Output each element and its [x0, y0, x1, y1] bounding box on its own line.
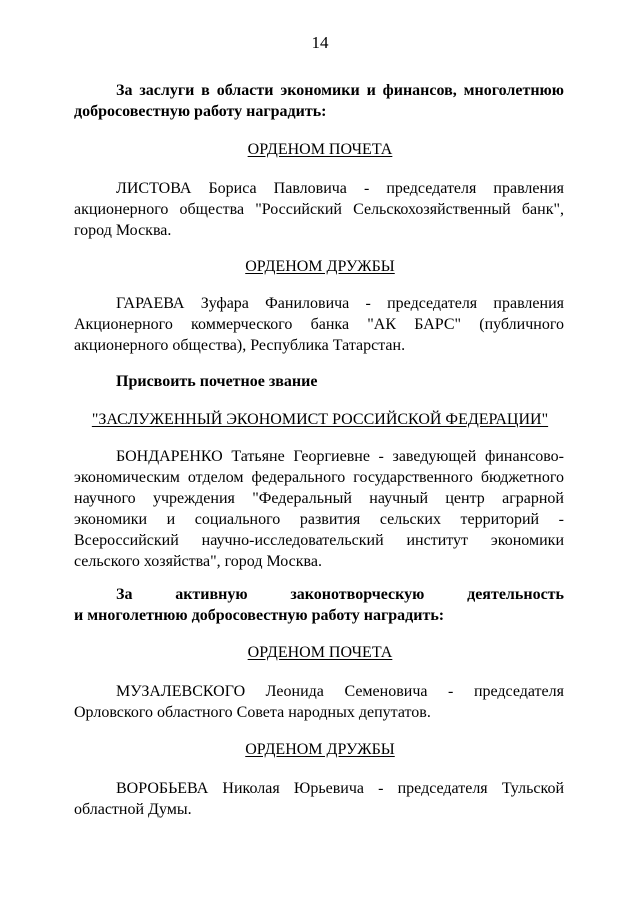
section3-order1-title: ОРДЕНОМ ПОЧЕТА [247, 644, 393, 661]
section1-order2-text: ГАРАЕВА Зуфара Фаниловича - председателя правления Акционерного коммерческого банка "АК БАРС" (публичного акционерного общества), Республика Татарстан. [74, 295, 564, 354]
section1-order1-heading [0, 139, 640, 160]
section1-order2-heading [0, 256, 640, 277]
section3-order2-heading [0, 739, 640, 760]
section2-text: БОНДАРЕНКО Татьяне Георгиевне - заведующей финансово-экономическим отделом федерального государственного бюджетного научного учреждения "Федеральный научный центр аграрной экономики и социального развития сельских территорий - Всероссийский научно-исследовательский институт экономики сельского хозяйства", город Москва. [74, 448, 564, 570]
section2-heading [0, 409, 640, 430]
section2-title: "ЗАСЛУЖЕННЫЙ ЭКОНОМИСТ РОССИЙСКОЙ ФЕДЕРАЦИИ" [91, 411, 549, 428]
section1-intro-line1: За заслуги в области экономики и финансов, многолетнюю [116, 82, 564, 99]
section1-intro-line2: добросовестную работу наградить: [74, 103, 327, 120]
section1-order1-text: ЛИСТОВА Бориса Павловича - председателя правления акционерного общества "Российский Сельскохозяйственный банк", город Москва. [74, 180, 564, 239]
section3-order1-text: МУЗАЛЕВСКОГО Леонида Семеновича - председателя Орловского областного Совета народных депутатов. [74, 683, 564, 721]
section3-intro-line2: и многолетнюю добросовестную работу наградить: [74, 607, 445, 624]
section3-order2-title: ОРДЕНОМ ДРУЖБЫ [245, 741, 395, 758]
section1-intro [74, 80, 564, 122]
section1-order1-title: ОРДЕНОМ ПОЧЕТА [247, 141, 393, 158]
section2-intro: Присвоить почетное звание [116, 373, 318, 390]
page-number: 14 [311, 33, 329, 52]
section3-order1-heading [0, 642, 640, 663]
section1-order2-title: ОРДЕНОМ ДРУЖБЫ [245, 258, 395, 275]
section3-intro [74, 584, 564, 626]
section3-intro-line1: За активную законотворческую деятельность [116, 586, 564, 603]
section3-order2-text: ВОРОБЬЕВА Николая Юрьевича - председателя Тульской областной Думы. [74, 780, 564, 818]
